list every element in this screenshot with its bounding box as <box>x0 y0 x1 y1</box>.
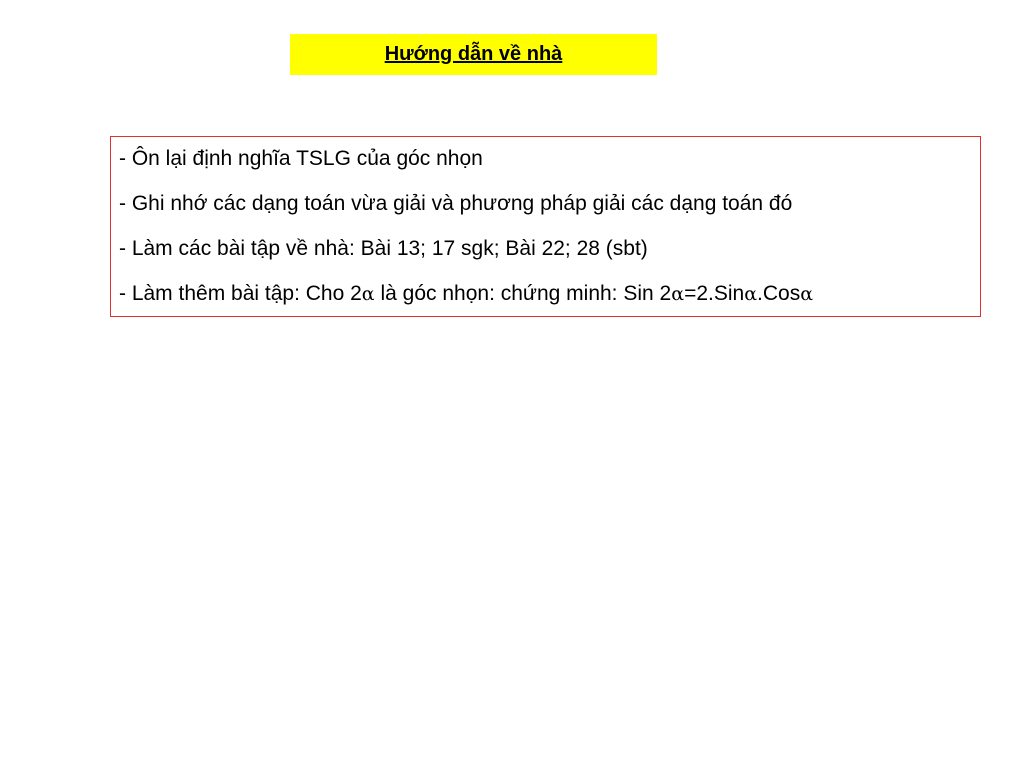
alpha-symbol: α <box>800 283 814 305</box>
extra-cos: .Cos <box>757 282 801 305</box>
alpha-symbol: α <box>361 283 375 305</box>
alpha-symbol: α <box>744 283 758 305</box>
extra-middle: là góc nhọn: chứng minh: Sin 2 <box>374 282 672 305</box>
instruction-item: - Ôn lại định nghĩa TSLG của góc nhọn <box>119 147 483 170</box>
instruction-item-extra <box>119 280 980 325</box>
instructions-box <box>110 136 981 317</box>
extra-prefix: - Làm thêm bài tập: Cho 2 <box>119 282 362 305</box>
extra-eq: =2.Sin <box>684 282 745 305</box>
instruction-item: - Ghi nhớ các dạng toán vừa giải và phương pháp giải các dạng toán đó <box>119 192 793 215</box>
page-title: Hướng dẫn về nhà <box>384 43 563 65</box>
alpha-symbol: α <box>671 283 685 305</box>
title-banner <box>290 34 657 75</box>
instruction-item: - Làm các bài tập về nhà: Bài 13; 17 sgk; Bài 22; 28 (sbt) <box>119 237 648 260</box>
